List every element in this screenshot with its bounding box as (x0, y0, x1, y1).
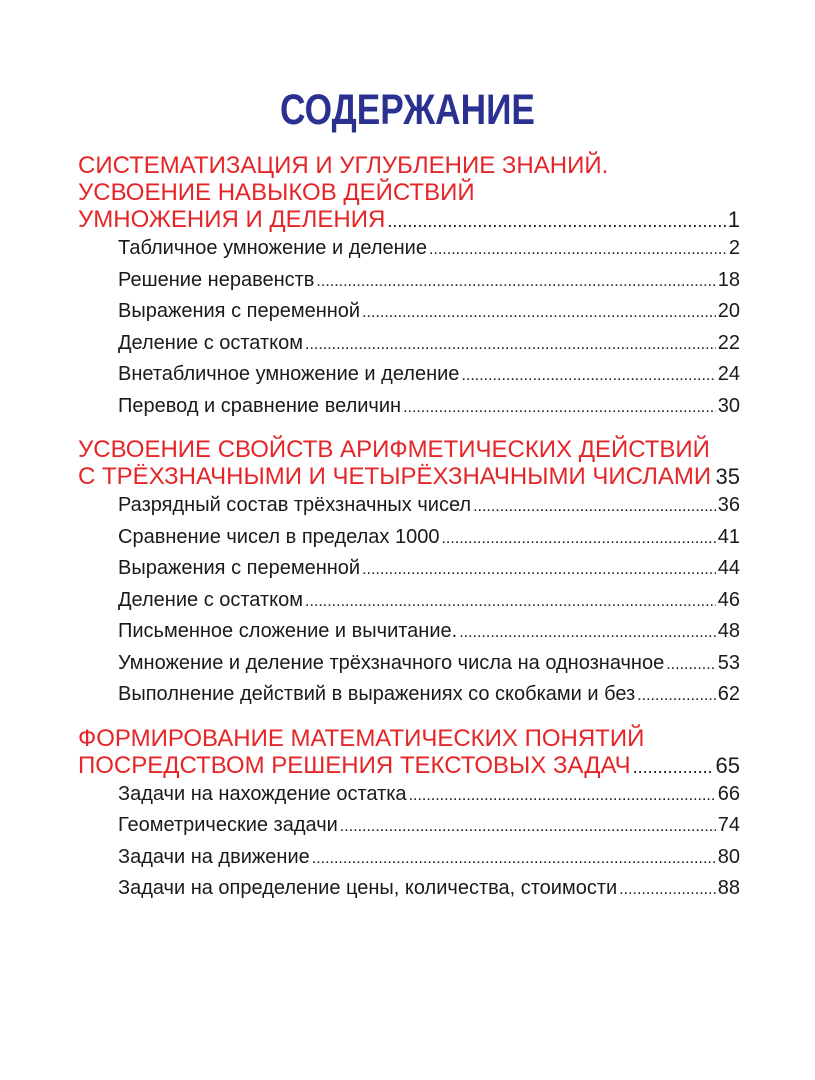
toc-entry[interactable] (118, 237, 740, 269)
dot-leader (429, 241, 727, 259)
toc-entry[interactable] (118, 683, 740, 715)
dot-leader (619, 881, 716, 899)
dot-leader (633, 754, 714, 781)
section-heading-line: СИСТЕМАТИЗАЦИЯ И УГЛУБЛЕНИЕ ЗНАНИЙ. (78, 152, 609, 179)
dot-leader (362, 304, 716, 322)
toc-entry[interactable] (118, 877, 740, 909)
page-number: 62 (717, 683, 740, 705)
page-number: 36 (717, 494, 740, 516)
entry-label: Деление с остатком (118, 331, 303, 354)
entry-label: Табличное умножение и деление (118, 237, 427, 259)
page-number: 30 (717, 394, 740, 417)
entry-label: Деление с остатком (118, 588, 303, 611)
toc-entry[interactable] (118, 557, 740, 589)
section-heading-entry[interactable] (78, 206, 740, 235)
page-number: 44 (717, 557, 740, 579)
page-number: 2 (728, 237, 740, 259)
dot-leader (409, 787, 716, 805)
page-number: 1 (727, 207, 740, 232)
section-heading-line: ПОСРЕДСТВОМ РЕШЕНИЯ ТЕКСТОВЫХ ЗАДАЧ (78, 751, 631, 779)
toc-entry[interactable] (118, 494, 740, 526)
dot-leader (305, 593, 716, 611)
section-heading-line: УМНОЖЕНИЯ И ДЕЛЕНИЯ (78, 206, 386, 233)
entry-label: Решение неравенств (118, 268, 315, 291)
toc-entry[interactable] (118, 589, 740, 621)
page-number: 41 (717, 525, 740, 548)
entry-label: Сравнение чисел в пределах 1000 (118, 525, 440, 548)
dot-leader (305, 336, 716, 354)
entry-label: Письменное сложение и вычитание. (118, 620, 458, 642)
entry-label: Перевод и сравнение величин (118, 394, 402, 417)
section-heading-entry[interactable] (78, 463, 740, 492)
dot-leader (459, 624, 716, 642)
page-number: 46 (717, 588, 740, 611)
dot-leader (473, 498, 716, 516)
page-number: 24 (717, 363, 740, 385)
page-number: 48 (717, 620, 740, 642)
page-number: 66 (717, 782, 740, 805)
toc-section-3 (78, 725, 740, 909)
page-title: СОДЕРЖАНИЕ (280, 86, 535, 134)
dot-leader (362, 561, 716, 579)
dot-leader (316, 273, 715, 291)
toc-entry[interactable] (118, 526, 740, 558)
section-heading-line: УСВОЕНИЕ СВОЙСТВ АРИФМЕТИЧЕСКИХ ДЕЙСТВИЙ (78, 436, 710, 463)
toc-entry[interactable] (118, 814, 740, 846)
dot-leader (666, 656, 716, 674)
toc-section-2 (78, 436, 740, 715)
page-number: 20 (717, 300, 740, 322)
page-number: 22 (717, 331, 740, 354)
table-of-contents (78, 152, 740, 919)
page-number: 80 (717, 845, 740, 868)
entry-label: Задачи на движение (118, 845, 310, 868)
page-number: 88 (717, 877, 740, 899)
toc-entry[interactable] (118, 363, 740, 395)
toc-entry[interactable] (118, 300, 740, 332)
entry-label: Геометрические задачи (118, 814, 338, 836)
section-heading-entry[interactable] (78, 752, 740, 781)
dot-leader (403, 399, 716, 417)
dot-leader (637, 687, 716, 705)
entry-label: Разрядный состав трёхзначных чисел (118, 494, 472, 516)
entry-label: Умножение и деление трёхзначного числа на однозначное (118, 651, 665, 674)
entry-label: Внетабличное умножение и деление (118, 363, 460, 385)
dot-leader (312, 850, 716, 868)
entry-label: Выражения с переменной (118, 557, 361, 579)
section-heading-line: УСВОЕНИЕ НАВЫКОВ ДЕЙСТВИЙ (78, 179, 475, 206)
toc-entry[interactable] (118, 652, 740, 684)
dot-leader (441, 530, 715, 548)
page-number: 53 (717, 651, 740, 674)
section-heading-line: С ТРЁХЗНАЧНЫМИ И ЧЕТЫРЁХЗНАЧНЫМИ ЧИСЛАМИ (78, 463, 712, 490)
toc-entry[interactable] (118, 620, 740, 652)
page-number: 74 (717, 814, 740, 836)
entry-label: Задачи на нахождение остатка (118, 782, 407, 805)
page-number: 35 (715, 464, 740, 489)
entry-label: Выражения с переменной (118, 300, 361, 322)
toc-entry[interactable] (118, 783, 740, 815)
entry-label: Задачи на определение цены, количества, стоимости (118, 877, 618, 899)
entry-label: Выполнение действий в выражениях со скобками и без (118, 683, 636, 705)
toc-entry[interactable] (118, 269, 740, 301)
dot-leader (461, 367, 715, 385)
dot-leader (340, 818, 716, 836)
page-number: 18 (717, 268, 740, 291)
page-number: 65 (715, 752, 740, 778)
section-heading-line: ФОРМИРОВАНИЕ МАТЕМАТИЧЕСКИХ ПОНЯТИЙ (78, 724, 645, 752)
toc-entry[interactable] (118, 332, 740, 364)
dot-leader (387, 208, 725, 235)
toc-entry[interactable] (118, 846, 740, 878)
toc-entry[interactable] (118, 395, 740, 427)
toc-section-1 (78, 152, 740, 426)
